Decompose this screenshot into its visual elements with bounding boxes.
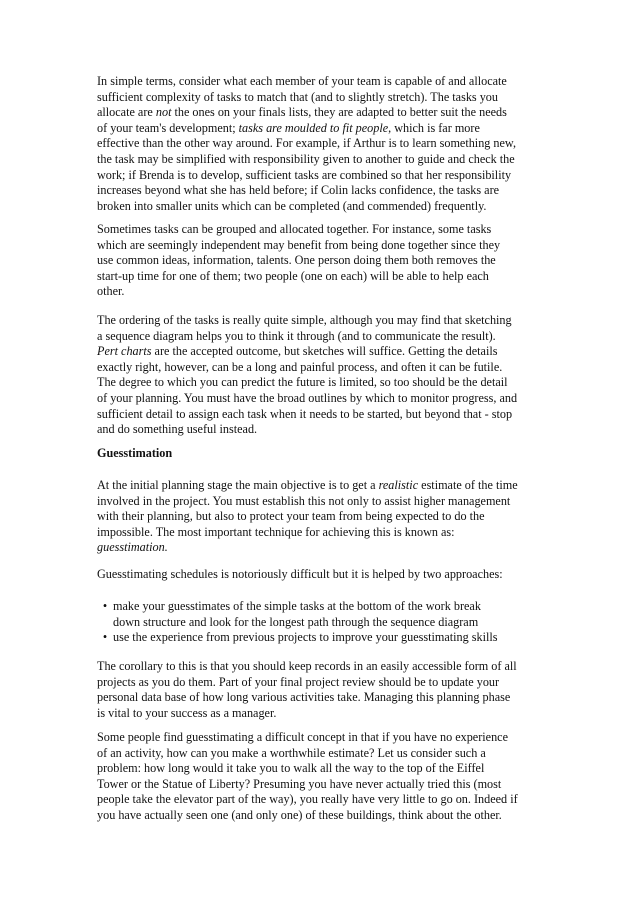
- text-line: In simple terms, consider what each member of your team is capable of and allocate: [97, 74, 507, 88]
- text-line: sufficient detail to assign each task when it needs to be started, but beyond that - stop: [97, 406, 513, 421]
- approaches-list: [97, 599, 557, 646]
- text-line: work; if Brenda is to develop, sufficient tasks are combined so that her responsibility: [97, 167, 512, 182]
- text-line: problem: how long would it take you to walk all the way to the top of the Eiffel: [97, 761, 485, 776]
- text-line: exactly right, however, can be a long and painful process, and often it can be futile.: [97, 359, 503, 374]
- text-line: of an activity, how can you make a worthwhile estimate? Let us consider such a: [97, 745, 486, 760]
- text-line: Sometimes tasks can be grouped and allocated together. For instance, some tasks: [97, 222, 492, 236]
- text-line: other.: [97, 284, 125, 299]
- text-line: which are seemingly independent may benefit from being done together since they: [97, 237, 501, 252]
- paragraph-corollary: [97, 659, 547, 721]
- text-line: people take the elevator part of the way), you really have very little to go on. Indeed if: [97, 792, 518, 807]
- text-line: Guesstimating schedules is notoriously difficult but it is helped by two approaches:: [97, 567, 503, 581]
- section-heading: Guesstimation: [97, 446, 173, 460]
- text-line: start-up time for one of them; two people (one on each) will be able to help each: [97, 268, 489, 283]
- text-line: use common ideas, information, talents. One person doing them both removes the: [97, 253, 496, 268]
- text-line: a sequence diagram helps you to think it through (and to communicate the result).: [97, 328, 496, 343]
- text-line: guesstimation.: [97, 540, 168, 555]
- bullet-icon: •: [102, 599, 108, 613]
- text-line: you have actually seen one (and only one) of these buildings, think about the other.: [97, 807, 502, 822]
- text-line: sufficient complexity of tasks to match that (and to slightly stretch). The tasks you: [97, 89, 498, 104]
- text-line: and do something useful instead.: [97, 422, 258, 437]
- text-line: allocate are not the ones on your finals lists, they are adapted to better suit the needs: [97, 105, 507, 120]
- text-line: use the experience from previous projects to improve your guesstimating skills: [113, 630, 498, 645]
- text-line: down structure and look for the longest path through the sequence diagram: [113, 614, 479, 629]
- paragraph-difficult-concept: [97, 730, 547, 824]
- text-line: the task may be simplified with responsibility given to another to guide and check the: [97, 151, 515, 166]
- text-line: increases beyond what she has held before; if Colin lacks confidence, the tasks are: [97, 183, 500, 198]
- paragraph-task-grouping: [97, 222, 547, 300]
- text-line: Tower or the Statue of Liberty? Presuming you have never actually tried this (most: [97, 776, 502, 791]
- text-line: Some people find guesstimating a difficult concept in that if you have no experience: [97, 730, 508, 744]
- text-line: make your guesstimates of the simple tasks at the bottom of the work break: [113, 599, 481, 613]
- text-line: Pert charts are the accepted outcome, but sketches will suffice. Getting the details: [97, 344, 498, 359]
- text-line: At the initial planning stage the main objective is to get a realistic estimate of the time: [97, 478, 518, 492]
- text-line: of your planning. You must have the broad outlines by which to monitor progress, and: [97, 390, 518, 405]
- paragraph-task-ordering: [97, 313, 547, 438]
- text-line: personal data base of how long various activities take. Managing this planning phase: [97, 690, 511, 705]
- text-line: involved in the project. You must establish this not only to assist higher management: [97, 493, 511, 508]
- text-line: is vital to your success as a manager.: [97, 705, 277, 720]
- text-line: The ordering of the tasks is really quite simple, although you may find that sketching: [97, 313, 512, 327]
- text-line: with their planning, but also to protect your team from being expected to do the: [97, 509, 485, 524]
- text-line: The degree to which you can predict the future is limited, so too should be the detail: [97, 375, 508, 390]
- text-line: The corollary to this is that you should keep records in an easily accessible form of all: [97, 659, 517, 673]
- paragraph-guesstimation-intro: [97, 478, 547, 556]
- text-line: projects as you do them. Part of your final project review should be to update your: [97, 674, 500, 689]
- paragraph-task-allocation: [97, 74, 547, 214]
- text-line: broken into smaller units which can be completed (and commended) frequently.: [97, 198, 487, 213]
- list-item: [97, 630, 557, 646]
- list-item: [97, 599, 557, 630]
- text-line: of your team's development; tasks are moulded to fit people, which is far more: [97, 120, 480, 135]
- text-line: effective than the other way around. For example, if Arthur is to learn something new,: [97, 136, 516, 151]
- paragraph-approaches: [97, 567, 547, 583]
- text-line: impossible. The most important technique for achieving this is known as:: [97, 524, 455, 539]
- bullet-icon: •: [102, 630, 108, 645]
